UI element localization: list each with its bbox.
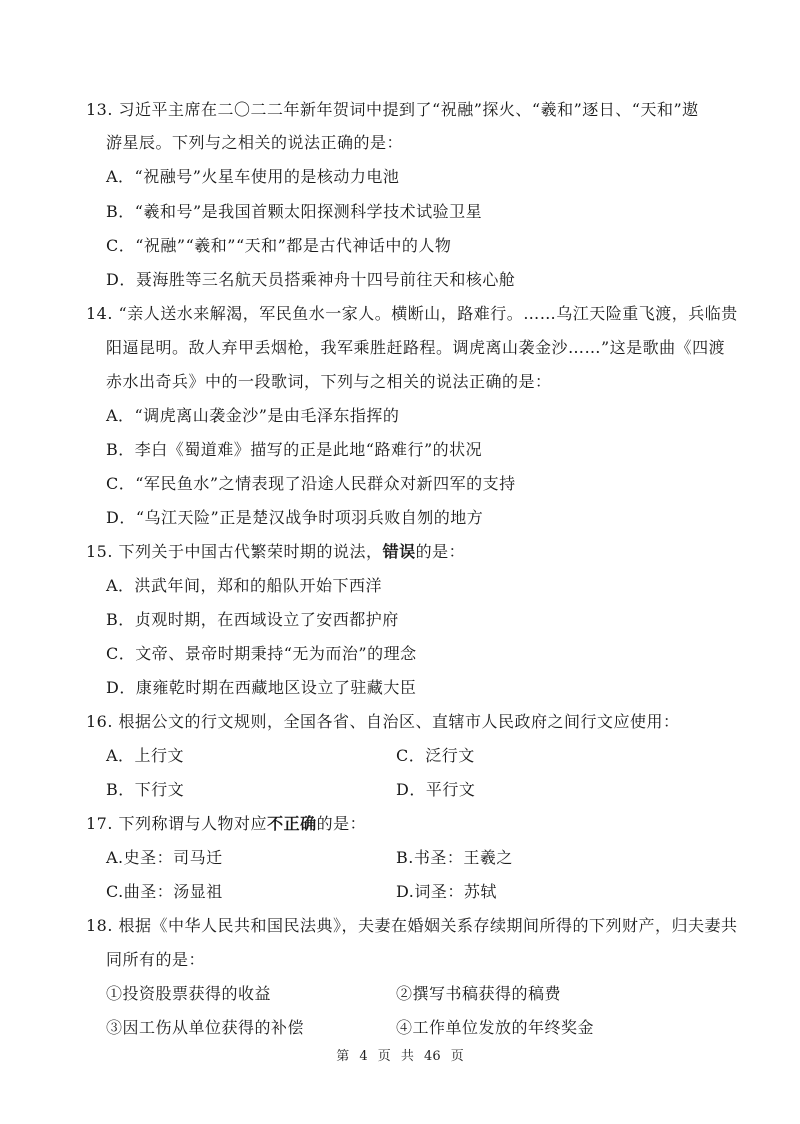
question-13-option-d: D．聂海胜等三名航天员搭乘神舟十四号前往天和核心舱 <box>106 270 516 289</box>
emphasis-text: 不正确 <box>267 814 317 833</box>
question-14-option-c: C．“军民鱼水”之情表现了沿途人民群众对新四军的支持 <box>106 474 516 493</box>
question-number: 15. <box>86 542 113 561</box>
question-text: 根据公文的行文规则，全国各省、自治区、直辖市人民政府之间行文应使用： <box>118 712 680 731</box>
question-18-stem <box>86 916 738 936</box>
question-18-item-1: ①投资股票获得的收益 <box>106 984 272 1003</box>
question-16-option-a: A．上行文 <box>106 746 185 765</box>
question-number: 16. <box>86 712 113 731</box>
question-17-option-b: B.书圣：王羲之 <box>396 848 513 867</box>
question-15-option-d: D．康雍乾时期在西藏地区设立了驻藏大臣 <box>106 678 417 697</box>
question-17-option-a: A.史圣：司马迁 <box>106 848 223 867</box>
question-text: “亲人送水来解渴，军民鱼水一家人。横断山，路难行。……乌江天险重飞渡，兵临贵 <box>118 304 738 323</box>
question-text-end: 的是： <box>415 542 466 561</box>
question-18-stem-cont: 同所有的是： <box>106 950 206 969</box>
question-15-option-b: B．贞观时期，在西域设立了安西都护府 <box>106 610 399 629</box>
question-13-stem <box>86 100 699 120</box>
question-16-option-c: C．泛行文 <box>396 746 475 765</box>
question-14-stem-cont: 赤水出奇兵》中的一段歌词，下列与之相关的说法正确的是： <box>106 372 552 391</box>
question-16-stem <box>86 712 680 732</box>
question-15-option-a: A．洪武年间，郑和的船队开始下西洋 <box>106 576 383 595</box>
question-number: 14. <box>86 304 113 323</box>
question-number: 18. <box>86 916 113 935</box>
question-13-option-a: A．“祝融号”火星车使用的是核动力电池 <box>106 167 400 186</box>
question-text: 下列关于中国古代繁荣时期的说法， <box>118 542 383 561</box>
question-text: 根据《中华人民共和国民法典》，夫妻在婚姻关系存续期间所得的下列财产，归夫妻共 <box>118 916 738 935</box>
question-17-option-d: D.词圣：苏轼 <box>396 882 497 901</box>
question-17-stem <box>86 814 366 834</box>
question-14-option-b: B．李白《蜀道难》描写的正是此地“路难行”的状况 <box>106 440 483 459</box>
question-15-option-c: C．文帝、景帝时期秉持“无为而治”的理念 <box>106 644 417 663</box>
question-18-item-2: ②撰写书稿获得的稿费 <box>396 984 562 1003</box>
question-16-option-b: B．下行文 <box>106 780 185 799</box>
question-14-option-d: D．“乌江天险”正是楚汉战争时项羽兵败自刎的地方 <box>106 508 484 527</box>
question-text: 习近平主席在二〇二二年新年贺词中提到了“祝融”探火、“羲和”逐日、“天和”遨 <box>118 100 699 119</box>
question-18-item-4: ④工作单位发放的年终奖金 <box>396 1018 595 1037</box>
question-13-option-b: B．“羲和号”是我国首颗太阳探测科学技术试验卫星 <box>106 202 483 221</box>
question-14-stem-cont: 阳逼昆明。敌人弃甲丢烟枪，我军乘胜赶路程。调虎离山袭金沙……”这是歌曲《四渡 <box>106 338 726 357</box>
question-text-end: 的是： <box>316 814 367 833</box>
page-footer: 第 4 页 共 46 页 <box>336 1049 464 1064</box>
question-15-stem <box>86 542 465 562</box>
question-14-stem <box>86 304 738 324</box>
question-16-option-d: D．平行文 <box>396 780 476 799</box>
question-18-item-3: ③因工伤从单位获得的补偿 <box>106 1018 305 1037</box>
question-number: 17. <box>86 814 113 833</box>
question-number: 13. <box>86 100 113 119</box>
question-14-option-a: A．“调虎离山袭金沙”是由毛泽东指挥的 <box>106 406 400 425</box>
question-text: 下列称谓与人物对应 <box>118 814 268 833</box>
question-13-stem-cont: 游星辰。下列与之相关的说法正确的是： <box>106 133 404 152</box>
question-17-option-c: C.曲圣：汤显祖 <box>106 882 223 901</box>
emphasis-text: 错误 <box>382 542 416 561</box>
question-13-option-c: C．“祝融”“羲和”“天和”都是古代神话中的人物 <box>106 236 452 255</box>
